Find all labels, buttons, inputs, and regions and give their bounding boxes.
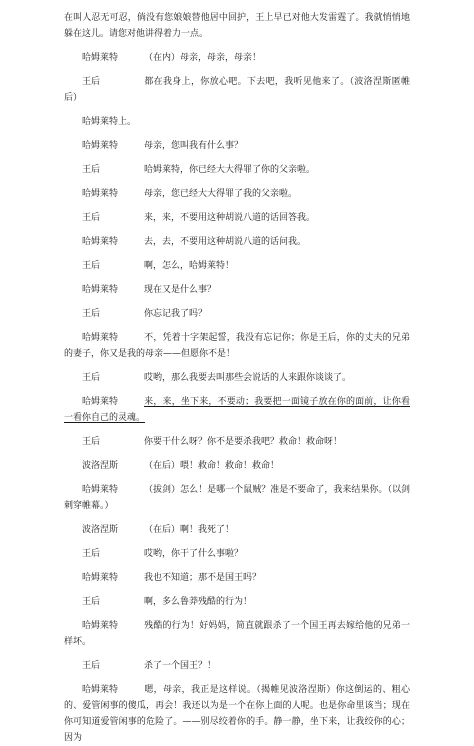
speech-text: 哎哟，你干了什么事啦？ xyxy=(144,549,244,559)
speech-text: （在后）喂！救命！救命！救命！ xyxy=(144,461,280,471)
dialogue-line xyxy=(64,370,410,386)
speech-text: 嗯，母亲，我正是这样说。（揭帷见波洛涅斯）你这倒运的、粗心的、爱管闲事的傻瓜，再会！我还以为是一个在你上面的人呢。也是你命里该当；现在你可知道爱管闲事的危险了。——别尽绞着你的手。静一静，坐下来，让我绞你的心；因为 xyxy=(64,685,410,743)
stage-direction: 哈姆莱特上。 xyxy=(82,117,137,127)
dialogue-line xyxy=(64,570,410,586)
speech-text: 我也不知道；那不是国王吗？ xyxy=(144,573,262,583)
speaker-name: 哈姆莱特 xyxy=(82,397,119,407)
speaker-name: 哈姆莱特 xyxy=(82,141,119,151)
dialogue-line xyxy=(64,74,410,106)
speaker-name: 王后 xyxy=(82,309,101,319)
speaker-name: 王后 xyxy=(82,437,101,447)
speaker-name: 王后 xyxy=(82,661,101,671)
speaker-name: 哈姆莱特 xyxy=(82,333,119,343)
dialogue-line xyxy=(64,618,410,650)
dialogue-line xyxy=(64,234,410,250)
speaker-name: 王后 xyxy=(82,373,101,383)
speech-text: 残酷的行为！好妈妈，简直就跟杀了一个国王再去嫁给他的兄弟一样坏。 xyxy=(64,621,410,647)
speech-text: 不，凭着十字架起誓，我没有忘记你；你是王后，你的丈夫的兄弟的妻子，你又是我的母亲——但愿你不是！ xyxy=(64,333,410,359)
speech-text: （拔剑）怎么！是哪一个鼠贼？准是不要命了，我来结果你。（以剑刺穿帷幕。） xyxy=(64,485,410,511)
speaker-name: 王后 xyxy=(82,77,101,87)
dialogue-line xyxy=(64,306,410,322)
underlined-speech: 来，来，坐下来，不要动；我要把一面镜子放在你的面前，让你看一看你自己的灵魂。 xyxy=(64,397,410,423)
speaker-name: 哈姆莱特 xyxy=(82,189,119,199)
dialogue-line xyxy=(64,258,410,274)
speech-text: 啊，怎么，哈姆莱特！ xyxy=(144,261,235,271)
speaker-name: 波洛涅斯 xyxy=(82,461,119,471)
speech-text: 母亲，您叫我有什么事？ xyxy=(144,141,244,151)
speaker-name: 王后 xyxy=(82,165,101,175)
dialogue-line xyxy=(64,458,410,474)
dialogue-line xyxy=(64,482,410,514)
speaker-name: 波洛涅斯 xyxy=(82,525,119,535)
speech-text: 去，去，不要用这种胡说八道的话问我。 xyxy=(144,237,307,247)
speech-text: 哎哟，那么我要去叫那些会说话的人来跟你谈谈了。 xyxy=(144,373,352,383)
dialogue-line xyxy=(64,138,410,154)
speech-text: 来，来，不要用这种胡说八道的话回答我。 xyxy=(144,213,316,223)
dialogue-line xyxy=(64,658,410,674)
dialogue-line xyxy=(64,546,410,562)
speech-text: 母亲，您已经大大得罪了我的父亲啦。 xyxy=(144,189,298,199)
speaker-name: 哈姆莱特 xyxy=(82,685,119,695)
dialogue-line xyxy=(64,282,410,298)
speech-text: 你忘记我了吗？ xyxy=(144,309,208,319)
speaker-name: 王后 xyxy=(82,261,101,271)
dialogue-line xyxy=(64,434,410,450)
speech-text: 你要干什么呀？你不是要杀我吧？救命！救命呀！ xyxy=(144,437,343,447)
dialogue-line xyxy=(64,210,410,226)
dialogue-line xyxy=(64,330,410,362)
speaker-name: 王后 xyxy=(82,597,101,607)
speaker-name: 王后 xyxy=(82,213,101,223)
dialogue-line xyxy=(64,594,410,610)
speaker-name: 哈姆莱特 xyxy=(82,237,119,247)
dialogue-line xyxy=(64,394,410,426)
speech-text: （在内）母亲，母亲，母亲！ xyxy=(144,53,262,63)
dialogue-line xyxy=(64,162,410,178)
speaker-name: 哈姆莱特 xyxy=(82,53,119,63)
speech-text: 都在我身上，你放心吧。下去吧，我听见他来了。（波洛涅斯匿帷后） xyxy=(64,77,410,103)
speaker-name: 哈姆莱特 xyxy=(82,485,119,495)
speaker-name: 哈姆莱特 xyxy=(82,573,119,583)
dialogue-line xyxy=(64,50,410,66)
speech-text: 现在又是什么事？ xyxy=(144,285,217,295)
dialogue-line xyxy=(64,186,410,202)
continued-paragraph: 在叫人忍无可忍，倘没有您娘娘替他居中回护，王上早已对他大发雷霆了。我就悄悄地躲在这儿。请您对他讲得着力一点。 xyxy=(64,13,410,39)
speaker-name: 王后 xyxy=(82,549,101,559)
dialogue-line xyxy=(64,682,410,746)
speaker-name: 哈姆莱特 xyxy=(82,621,119,631)
speech-text: 啊，多么鲁莽残酷的行为！ xyxy=(144,597,253,607)
dialogue-line xyxy=(64,522,410,538)
speech-text: 哈姆莱特，你已经大大得罪了你的父亲啦。 xyxy=(144,165,316,175)
speech-text: 杀了一个国王？！ xyxy=(144,661,217,671)
speaker-name: 哈姆莱特 xyxy=(82,285,119,295)
speech-text: （在后）啊！我死了！ xyxy=(144,525,235,535)
